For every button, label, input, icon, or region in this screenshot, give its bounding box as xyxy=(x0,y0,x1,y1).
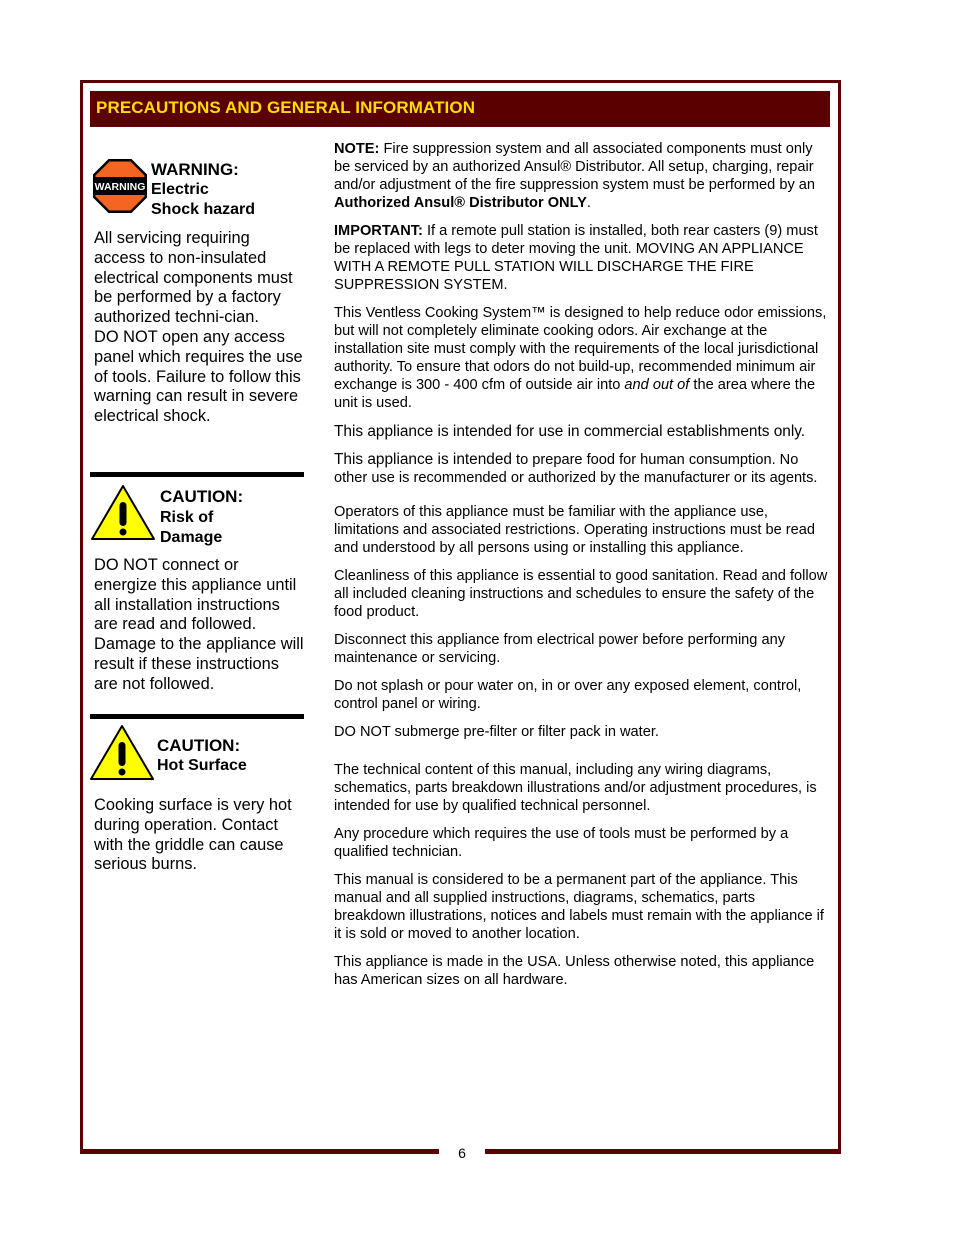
splash-paragraph: Do not splash or pour water on, in or over any exposed element, control, control panel or wiring. xyxy=(334,678,802,712)
caution-hot-title: CAUTION: xyxy=(157,736,241,755)
tools-paragraph: Any procedure which requires the use of tools must be performed by a qualified technician. xyxy=(334,826,789,860)
important-paragraph: IMPORTANT: If a remote pull station is installed, both rear casters (9) must be replaced with legs to deter moving the unit. MOVING AN APPLIANCE WITH A REMOTE PULL STATION WILL DISCHARGE THE FIRE SUPPRESSION SYSTEM. xyxy=(334,223,818,293)
caution-triangle-icon xyxy=(89,724,155,781)
divider-2 xyxy=(90,714,304,719)
warning-octagon-icon xyxy=(92,158,148,214)
submerge-paragraph: DO NOT submerge pre-filter or filter pack in water. xyxy=(334,724,659,740)
commercial-paragraph: This appliance is intended for use in commercial establishments only. xyxy=(334,423,806,440)
note-paragraph: NOTE: Fire suppression system and all associated components must only be serviced by an authorized Ansul® Distributor. All setup, charging, repair and/or adjustment of the fire suppression system must be performed by an Authorized Ansul® Distributor ONLY. xyxy=(334,141,816,211)
section-title: PRECAUTIONS AND GENERAL INFORMATION xyxy=(96,98,476,117)
warning-subtitle-2: Shock hazard xyxy=(151,201,256,218)
page-number: 6 xyxy=(458,1145,466,1161)
warning-body: All servicing requiring access to non-insulated electrical components must be performed by a factory authorized techni-cian. DO NOT open any access panel which requires the use of tools. Failure to follow this warning can result in severe electrical shock. xyxy=(94,229,303,426)
permanent-paragraph: This manual is considered to be a permanent part of the appliance. This manual and all supplied instructions, diagrams, schematics, parts breakdown illustrations, notices and labels must remain with the appliance if it is sold or moved to another location. xyxy=(334,872,824,942)
caution-damage-subtitle-1: Risk of xyxy=(160,509,214,526)
food-paragraph: This appliance is intended to prepare food for human consumption. No other use is recommended or authorized by the manufacturer or its agents. xyxy=(334,451,818,486)
warning-subtitle-1: Electric xyxy=(151,181,209,198)
information-column xyxy=(334,140,830,999)
caution-damage-body: DO NOT connect or energize this appliance until all installation instructions are read and followed. Damage to the appliance will result if these instructions are not followed. xyxy=(94,556,304,693)
caution-triangle-icon xyxy=(90,484,156,541)
divider-1 xyxy=(90,472,304,477)
operators-paragraph: Operators of this appliance must be familiar with the appliance use, limitations and associated restrictions. Operating instructions must be read and understood by all persons using or installing this appliance. xyxy=(334,504,816,556)
warning-icon-label: WARNING xyxy=(94,181,146,193)
usa-paragraph: This appliance is made in the USA. Unless otherwise noted, this appliance has American sizes on all hardware. xyxy=(334,954,815,988)
warning-title: WARNING: xyxy=(151,160,239,179)
disconnect-paragraph: Disconnect this appliance from electrical power before performing any maintenance or servicing. xyxy=(334,632,786,666)
caution-hot-body: Cooking surface is very hot during operation. Contact with the griddle can cause serious burns. xyxy=(94,796,292,874)
footer-rule-right xyxy=(485,1149,841,1154)
caution-hot-subtitle: Hot Surface xyxy=(157,757,247,774)
technical-paragraph: The technical content of this manual, including any wiring diagrams, schematics, parts breakdown illustrations and/or adjustment procedures, is intended for use by qualified technical personnel. xyxy=(334,762,817,814)
section-header xyxy=(90,91,830,127)
footer-rule-left xyxy=(80,1149,439,1154)
cleanliness-paragraph: Cleanliness of this appliance is essential to good sanitation. Read and follow all included cleaning instructions and schedules to ensure the safety of the food product. xyxy=(334,568,828,620)
caution-damage-subtitle-2: Damage xyxy=(160,529,223,546)
ventless-paragraph: This Ventless Cooking System™ is designed to help reduce odor emissions, but will not completely eliminate cooking odors. Air exchange at the installation site must comply with the requirements of the local jurisdictional authority. To ensure that odors do not build-up, recommended minimum air exchange is 300 - 400 cfm of outside air into and out of the area where the unit is used. xyxy=(334,305,827,411)
caution-damage-title: CAUTION: xyxy=(160,487,244,506)
